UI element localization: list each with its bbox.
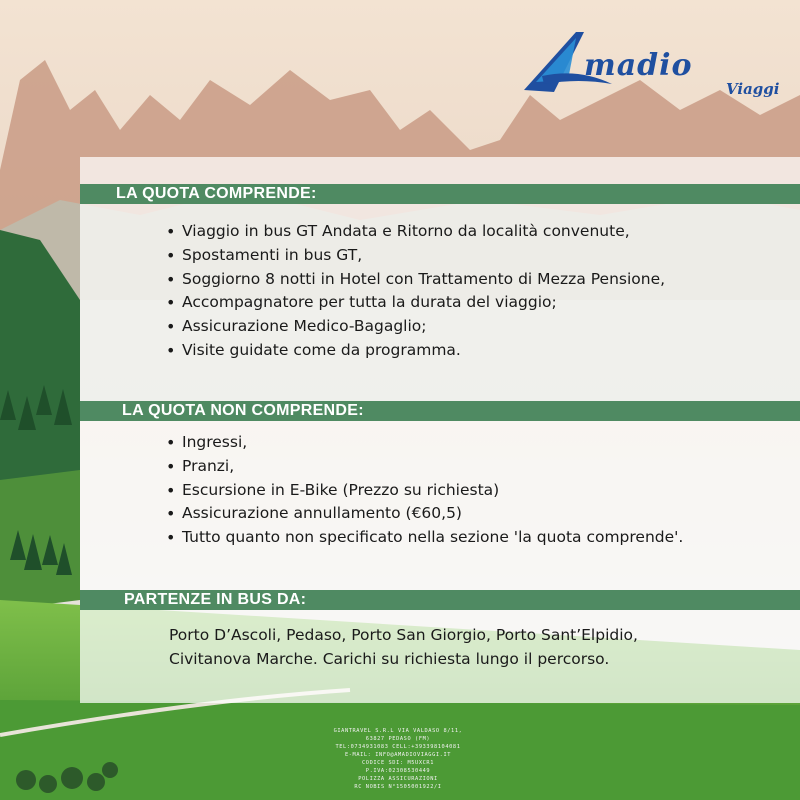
logo-wordmark: madio [584,48,693,83]
footer-line: CODICE SDI: M5UXCR1 [362,760,434,766]
list-item: • Assicurazione Medico-Bagaglio; [164,315,665,339]
footer-line: GIANTRAVEL S.R.L VIA VALDASO 8/11, [333,728,463,734]
footer-line: 63827 PEDASO (FM) [365,736,431,742]
section-title-excluded: LA QUOTA NON COMPRENDE: [116,401,370,421]
list-item: • Accompagnatore per tutta la durata del viaggio; [164,291,665,315]
footer-line: RC NOBIS N°1505001922/I [354,784,442,790]
departure-line: Civitanova Marche. Carichi su richiesta lungo il percorso. [169,649,610,668]
list-item: • Tutto quanto non specificato nella sezione 'la quota comprende'. [164,526,683,550]
included-list [164,220,665,363]
list-item: • Ingressi, [164,431,683,455]
footer-line: E-MAIL: INFO@AMADIOVIAGGI.IT [344,752,452,758]
list-item: • Visite guidate come da programma. [164,339,665,363]
departure-locations [169,624,638,671]
list-item: • Spostamenti in bus GT, [164,244,665,268]
list-item: • Soggiorno 8 notti in Hotel con Trattamento di Mezza Pensione, [164,268,665,292]
list-item: • Pranzi, [164,455,683,479]
excluded-list [164,431,683,550]
footer-line: POLIZZA ASSICURAZIONI [358,776,438,782]
logo-tagline: Viaggi [726,80,780,98]
company-info-footer [318,727,478,791]
section-title-departures: PARTENZE IN BUS DA: [118,590,312,610]
footer-line: P.IVA:02308530449 [365,768,431,774]
list-item: • Escursione in E-Bike (Prezzo su richiesta) [164,479,683,503]
section-title-included: LA QUOTA COMPRENDE: [110,184,323,204]
footer-line: TEL:0734931083 CELL:+393398104081 [335,744,461,750]
list-item: • Assicurazione annullamento (€60,5) [164,502,683,526]
list-item: • Viaggio in bus GT Andata e Ritorno da località convenute, [164,220,665,244]
departure-line: Porto D’Ascoli, Pedaso, Porto San Giorgio, Porto Sant’Elpidio, [169,626,638,644]
brand-logo [524,30,794,120]
